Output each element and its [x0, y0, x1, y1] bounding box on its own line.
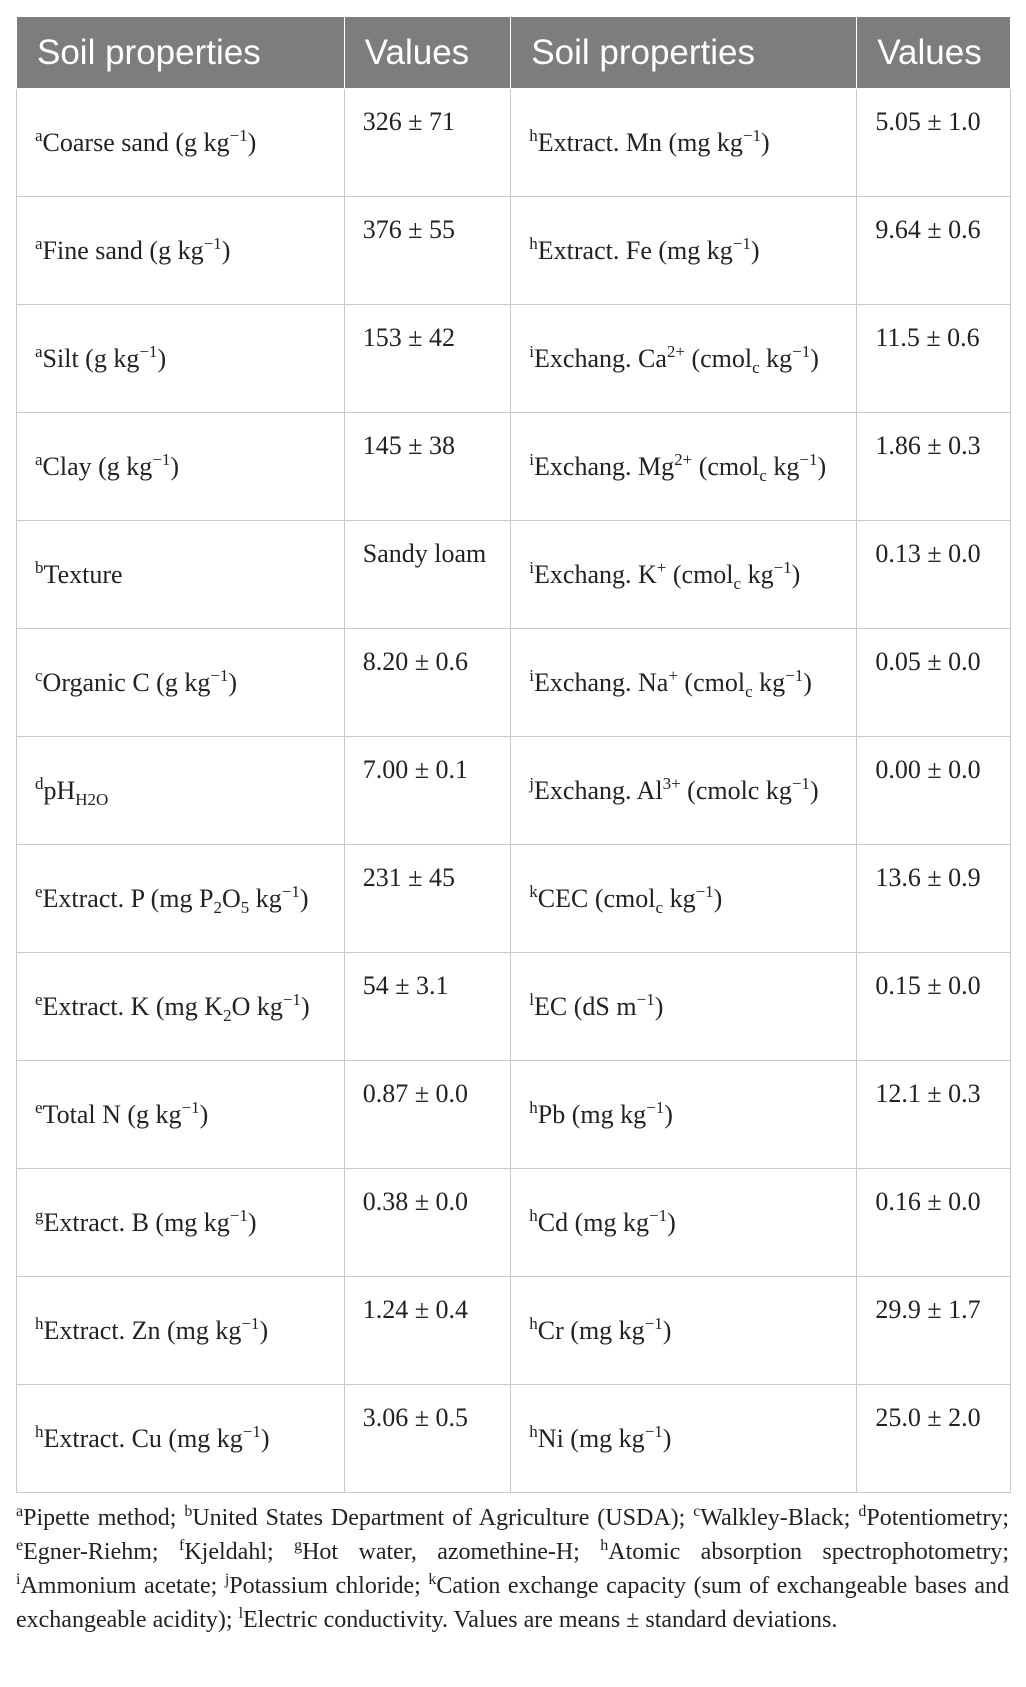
property-cell-left	[17, 1277, 345, 1385]
footnote-text: Hot water, azomethine-H;	[302, 1539, 601, 1565]
footnote-marker: d	[858, 1503, 867, 1520]
value-cell-left: 153 ± 42	[344, 305, 511, 413]
property-name: Extract. Mn (mg kg	[537, 128, 743, 157]
footnote-marker: i	[529, 666, 535, 685]
table-row	[17, 1169, 1011, 1277]
subscript: c	[655, 898, 664, 917]
property-cell-left	[17, 737, 345, 845]
footnote-marker: a	[16, 1503, 24, 1520]
footnote-marker: b	[35, 558, 44, 577]
property-name: Extract. B (mg kg	[43, 1208, 230, 1237]
footnote-marker: c	[35, 666, 43, 685]
unit-exponent: −1	[242, 1422, 261, 1441]
property-name: CEC (cmol	[537, 884, 656, 913]
table-header-row	[17, 17, 1011, 89]
unit-exponent: −1	[649, 1206, 668, 1225]
unit-exponent: −1	[203, 234, 222, 253]
property-cell-left	[17, 521, 345, 629]
footnote-marker: h	[600, 1537, 609, 1554]
unit-exponent: −1	[281, 882, 300, 901]
footnote-marker: e	[35, 1098, 43, 1117]
table-row	[17, 1385, 1011, 1493]
footnote-marker: h	[529, 1422, 538, 1441]
property-cell-right	[511, 197, 857, 305]
property-name: EC (dS m	[534, 992, 637, 1021]
closing-paren: )	[662, 1424, 672, 1453]
footnote-marker: c	[693, 1503, 701, 1520]
value-cell-left: Sandy loam	[344, 521, 511, 629]
closing-paren: )	[247, 128, 257, 157]
property-unit-text: kg	[759, 344, 793, 373]
header-soil-properties-left: Soil properties	[17, 17, 345, 89]
footnote-text: Potentiometry;	[866, 1505, 1009, 1531]
property-cell-left	[17, 413, 345, 521]
property-name: Organic C (g kg	[42, 668, 211, 697]
unit-exponent: −1	[732, 234, 751, 253]
value-cell-left: 54 ± 3.1	[344, 953, 511, 1061]
value-cell-right: 12.1 ± 0.3	[857, 1061, 1011, 1169]
property-name: Clay (g kg	[42, 452, 153, 481]
footnote-text: Cation exchange capacity (sum of exchangeable bases and exchangeable acidity);	[16, 1573, 1009, 1633]
closing-paren: )	[170, 452, 180, 481]
table-row	[17, 1061, 1011, 1169]
unit-exponent: −1	[139, 342, 158, 361]
value-cell-left: 376 ± 55	[344, 197, 511, 305]
property-name: Cd (mg kg	[537, 1208, 650, 1237]
property-unit-text: kg	[663, 884, 696, 913]
closing-paren: )	[228, 668, 238, 697]
property-cell-left	[17, 629, 345, 737]
property-name: Exchang. K	[534, 560, 657, 589]
property-name: Exchang. Na	[534, 668, 669, 697]
soil-properties-table-container	[16, 16, 1011, 1637]
footnote-marker: h	[529, 1098, 538, 1117]
closing-paren: )	[260, 1424, 270, 1453]
table-row	[17, 953, 1011, 1061]
footnote-marker: b	[184, 1503, 193, 1520]
footnote-text: Kjeldahl;	[184, 1539, 295, 1565]
property-cell-right	[511, 1169, 857, 1277]
property-cell-left	[17, 1169, 345, 1277]
footnote-marker: a	[35, 126, 43, 145]
soil-properties-table	[16, 16, 1011, 1493]
footnote-marker: i	[529, 558, 535, 577]
footnote-marker: h	[529, 1206, 538, 1225]
footnote-text: Walkley-Black;	[700, 1505, 859, 1531]
footnote-marker: h	[529, 1314, 538, 1333]
footnote-marker: l	[529, 990, 535, 1009]
property-name: pH	[43, 776, 76, 805]
property-name: Cr (mg kg	[537, 1316, 645, 1345]
value-cell-left: 145 ± 38	[344, 413, 511, 521]
value-cell-right: 13.6 ± 0.9	[857, 845, 1011, 953]
property-cell-left	[17, 305, 345, 413]
footnote-text: Atomic absorption spectrophotometry;	[608, 1539, 1010, 1565]
closing-paren: )	[299, 884, 309, 913]
value-cell-left: 0.87 ± 0.0	[344, 1061, 511, 1169]
closing-paren: )	[810, 344, 819, 373]
property-unit-text: O kg	[231, 992, 283, 1021]
unit-exponent: −1	[210, 666, 229, 685]
closing-paren: )	[221, 236, 231, 265]
value-cell-right: 25.0 ± 2.0	[857, 1385, 1011, 1493]
closing-paren: )	[667, 1208, 676, 1237]
value-cell-left: 1.24 ± 0.4	[344, 1277, 511, 1385]
ion-charge: +	[668, 666, 678, 685]
property-cell-right	[511, 1277, 857, 1385]
footnote-text: Pipette method;	[23, 1505, 185, 1531]
closing-paren: )	[247, 1208, 257, 1237]
footnote-marker: h	[35, 1422, 44, 1441]
property-unit-text: kg	[249, 884, 282, 913]
footnote-text: United States Department of Agriculture (USDA);	[192, 1505, 694, 1531]
table-row	[17, 737, 1011, 845]
subscript: c	[733, 574, 742, 593]
property-cell-right	[511, 845, 857, 953]
table-row	[17, 521, 1011, 629]
property-name: Exchang. Al	[534, 776, 663, 805]
header-values-right: Values	[857, 17, 1011, 89]
property-unit-text: O	[221, 884, 241, 913]
footnote-marker: l	[238, 1605, 244, 1622]
closing-paren: )	[760, 128, 770, 157]
property-name: Texture	[43, 560, 123, 589]
unit-exponent: −1	[282, 990, 301, 1009]
unit-exponent: −1	[785, 666, 804, 685]
closing-paren: )	[809, 776, 819, 805]
footnote-marker: g	[35, 1206, 44, 1225]
value-cell-right: 0.13 ± 0.0	[857, 521, 1011, 629]
property-name: Extract. P (mg P	[42, 884, 214, 913]
unit-exponent: −1	[152, 450, 171, 469]
table-row	[17, 413, 1011, 521]
unit-exponent: −1	[792, 342, 811, 361]
property-unit-text: (cmol	[666, 560, 734, 589]
unit-exponent: −1	[646, 1098, 665, 1117]
property-name: Exchang. Mg	[534, 452, 675, 481]
footnote-text: Electric conductivity. Values are means ± standard deviations.	[243, 1607, 838, 1633]
footnote-marker: f	[179, 1537, 185, 1554]
value-cell-right: 0.15 ± 0.0	[857, 953, 1011, 1061]
closing-paren: )	[662, 1316, 672, 1345]
subscript: 2	[223, 1006, 232, 1025]
table-row	[17, 89, 1011, 197]
header-values-left: Values	[344, 17, 511, 89]
footnote-marker: i	[529, 450, 535, 469]
footnote-text: Egner-Riehm;	[23, 1539, 180, 1565]
footnote-marker: i	[529, 342, 535, 361]
property-cell-right	[511, 521, 857, 629]
property-name: Total N (g kg	[42, 1100, 182, 1129]
property-cell-right	[511, 1061, 857, 1169]
table-row	[17, 845, 1011, 953]
closing-paren: )	[817, 452, 827, 481]
header-soil-properties-right: Soil properties	[511, 17, 857, 89]
property-name: Silt (g kg	[42, 344, 140, 373]
value-cell-left: 326 ± 71	[344, 89, 511, 197]
closing-paren: )	[259, 1316, 269, 1345]
footnote-marker: h	[529, 126, 538, 145]
value-cell-right: 0.00 ± 0.0	[857, 737, 1011, 845]
unit-exponent: −1	[636, 990, 655, 1009]
unit-exponent: −1	[241, 1314, 260, 1333]
footnote-text: Ammonium acetate;	[20, 1573, 225, 1599]
property-cell-left	[17, 89, 345, 197]
closing-paren: )	[157, 344, 167, 373]
footnote-text: Potassium chloride;	[229, 1573, 429, 1599]
unit-exponent: −1	[695, 882, 714, 901]
subscript: c	[752, 358, 760, 377]
footnote-marker: a	[35, 342, 43, 361]
footnote-marker: a	[35, 234, 43, 253]
property-name: Extract. Cu (mg kg	[43, 1424, 243, 1453]
table-row	[17, 305, 1011, 413]
table-row	[17, 197, 1011, 305]
unit-exponent: −1	[229, 1206, 248, 1225]
footnote-marker: h	[529, 234, 538, 253]
property-name: Ni (mg kg	[537, 1424, 645, 1453]
property-cell-right	[511, 305, 857, 413]
property-cell-right	[511, 953, 857, 1061]
unit-exponent: −1	[181, 1098, 200, 1117]
property-unit-text: kg	[766, 452, 800, 481]
closing-paren: )	[750, 236, 760, 265]
table-row	[17, 629, 1011, 737]
ion-charge: 2+	[674, 450, 693, 469]
property-cell-right	[511, 89, 857, 197]
property-name: Exchang. Ca	[534, 344, 667, 373]
closing-paren: )	[803, 668, 812, 697]
property-cell-left	[17, 845, 345, 953]
property-unit-text: (cmolc kg	[680, 776, 792, 805]
ion-charge: +	[656, 558, 667, 577]
closing-paren: )	[199, 1100, 209, 1129]
value-cell-right: 9.64 ± 0.6	[857, 197, 1011, 305]
value-cell-left: 8.20 ± 0.6	[344, 629, 511, 737]
property-name: Coarse sand (g kg	[42, 128, 230, 157]
footnote-marker: e	[35, 990, 43, 1009]
property-cell-right	[511, 413, 857, 521]
property-name: Extract. Zn (mg kg	[43, 1316, 242, 1345]
property-cell-left	[17, 953, 345, 1061]
unit-exponent: −1	[644, 1422, 663, 1441]
subscript: H2O	[75, 790, 109, 809]
footnote-marker: e	[35, 882, 43, 901]
value-cell-left: 0.38 ± 0.0	[344, 1169, 511, 1277]
ion-charge: 2+	[666, 342, 685, 361]
subscript: 2	[213, 898, 222, 917]
property-name: Fine sand (g kg	[42, 236, 204, 265]
property-cell-right	[511, 1385, 857, 1493]
value-cell-right: 11.5 ± 0.6	[857, 305, 1011, 413]
value-cell-right: 0.05 ± 0.0	[857, 629, 1011, 737]
footnote-marker: a	[35, 450, 43, 469]
property-unit-text: (cmol	[677, 668, 746, 697]
table-row	[17, 1277, 1011, 1385]
value-cell-right: 29.9 ± 1.7	[857, 1277, 1011, 1385]
closing-paren: )	[300, 992, 310, 1021]
table-body	[17, 89, 1011, 1493]
closing-paren: )	[664, 1100, 673, 1129]
footnote-marker: j	[529, 774, 535, 793]
value-cell-right: 5.05 ± 1.0	[857, 89, 1011, 197]
ion-charge: 3+	[662, 774, 681, 793]
footnote-marker: g	[294, 1537, 303, 1554]
subscript: c	[759, 466, 767, 485]
property-unit-text: kg	[741, 560, 774, 589]
property-name: Extract. Fe (mg kg	[537, 236, 733, 265]
footnote-marker: k	[529, 882, 538, 901]
unit-exponent: −1	[742, 126, 761, 145]
property-unit-text: kg	[752, 668, 786, 697]
property-cell-left	[17, 1385, 345, 1493]
footnote-marker: k	[428, 1571, 437, 1588]
table-footnote	[16, 1501, 1011, 1637]
unit-exponent: −1	[799, 450, 818, 469]
footnote-marker: d	[35, 774, 44, 793]
footnote-marker: i	[16, 1571, 21, 1588]
closing-paren: )	[713, 884, 723, 913]
unit-exponent: −1	[229, 126, 248, 145]
footnote-marker: e	[16, 1537, 24, 1554]
value-cell-left: 231 ± 45	[344, 845, 511, 953]
value-cell-right: 1.86 ± 0.3	[857, 413, 1011, 521]
property-cell-left	[17, 1061, 345, 1169]
unit-exponent: −1	[791, 774, 810, 793]
subscript: c	[745, 682, 753, 701]
footnote-marker: j	[224, 1571, 230, 1588]
unit-exponent: −1	[773, 558, 792, 577]
value-cell-left: 3.06 ± 0.5	[344, 1385, 511, 1493]
footnote-marker: h	[35, 1314, 44, 1333]
unit-exponent: −1	[644, 1314, 663, 1333]
value-cell-right: 0.16 ± 0.0	[857, 1169, 1011, 1277]
property-unit-text: (cmol	[684, 344, 753, 373]
property-name: Pb (mg kg	[537, 1100, 647, 1129]
property-cell-right	[511, 737, 857, 845]
closing-paren: )	[791, 560, 801, 589]
value-cell-left: 7.00 ± 0.1	[344, 737, 511, 845]
property-name: Extract. K (mg K	[42, 992, 224, 1021]
subscript: 5	[240, 898, 250, 917]
property-cell-right	[511, 629, 857, 737]
closing-paren: )	[654, 992, 664, 1021]
property-cell-left	[17, 197, 345, 305]
property-unit-text: (cmol	[692, 452, 760, 481]
